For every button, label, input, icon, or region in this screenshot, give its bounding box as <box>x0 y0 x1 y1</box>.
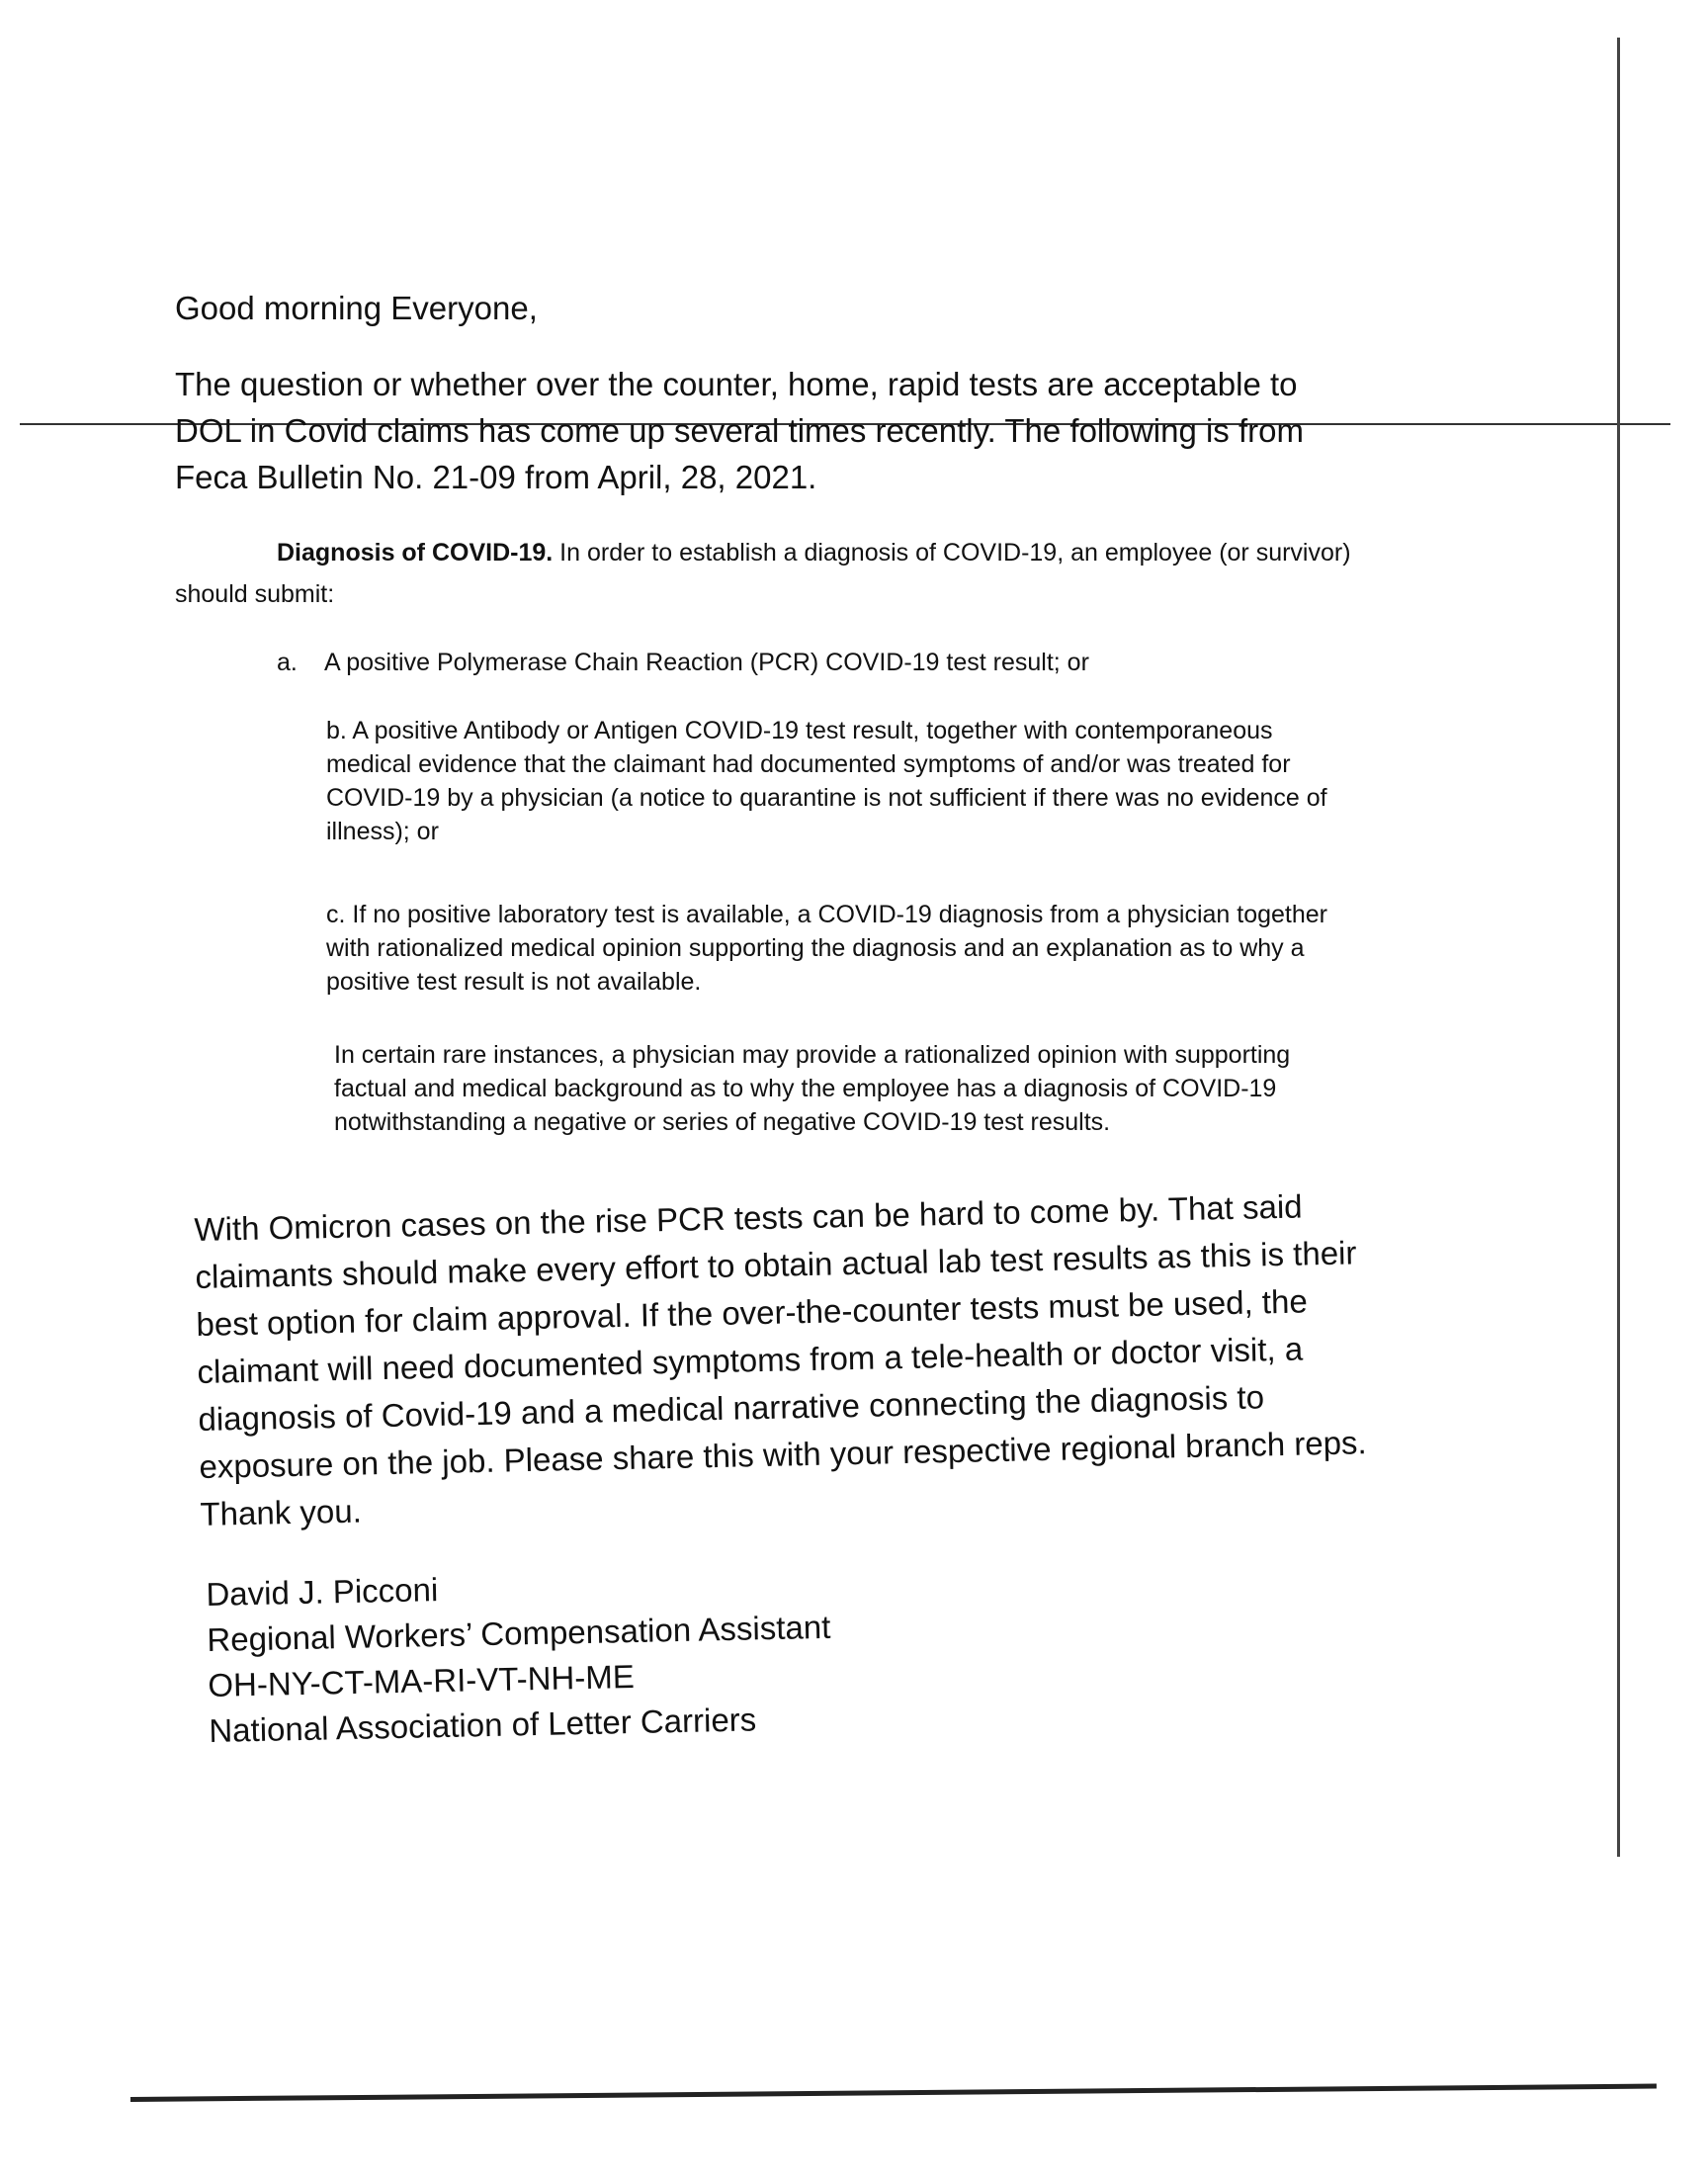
signature-region: OH-NY-CT-MA-RI-VT-NH-ME <box>208 1657 636 1703</box>
item-b-line: illness); or <box>326 818 439 845</box>
rare-instances-line: In certain rare instances, a physician may provide a rationalized opinion with supporting <box>334 1041 1291 1069</box>
diagnosis-heading: Diagnosis of COVID-19. <box>277 539 554 567</box>
closing-line: diagnosis of Covid-19 and a medical narrative connecting the diagnosis to <box>198 1378 1265 1438</box>
item-a-text: A positive Polymerase Chain Reaction (PCR) COVID-19 test result; or <box>324 649 1089 676</box>
scan-artifact-bottom-line <box>130 2084 1657 2102</box>
diagnosis-intro-continued: should submit: <box>175 580 335 608</box>
signature-block <box>206 1559 833 1754</box>
item-c-line: with rationalized medical opinion supporting the diagnosis and an explanation as to why a <box>326 934 1305 962</box>
intro-paragraph <box>175 361 1304 500</box>
closing-line: With Omicron cases on the rise PCR tests can be hard to come by. That said <box>194 1187 1303 1248</box>
diagnosis-intro <box>277 536 1351 569</box>
rare-instances-line: factual and medical background as to why the employee has a diagnosis of COVID-19 <box>334 1075 1277 1102</box>
intro-line: DOL in Covid claims has come up several times recently. The following is from <box>175 412 1304 449</box>
item-c-line: c. If no positive laboratory test is available, a COVID-19 diagnosis from a physician together <box>326 901 1328 928</box>
diagnosis-rare-instances <box>334 1038 1290 1139</box>
signature-name: David J. Picconi <box>206 1571 439 1613</box>
closing-line: exposure on the job. Please share this with your respective regional branch reps. <box>199 1424 1367 1485</box>
scan-artifact-vertical-line <box>1617 38 1620 1857</box>
signature-organization: National Association of Letter Carriers <box>208 1701 757 1749</box>
diagnosis-item-c <box>326 898 1327 999</box>
item-c-line: positive test result is not available. <box>326 968 702 996</box>
closing-line: claimant will need documented symptoms from a tele-health or doctor visit, a <box>197 1330 1304 1390</box>
intro-line: The question or whether over the counter, home, rapid tests are acceptable to <box>175 366 1298 402</box>
diagnosis-intro-text: In order to establish a diagnosis of COVID-19, an employee (or survivor) <box>553 539 1351 567</box>
greeting: Good morning Everyone, <box>175 290 538 326</box>
rare-instances-line: notwithstanding a negative or series of negative COVID-19 test results. <box>334 1108 1111 1136</box>
item-b-line: medical evidence that the claimant had documented symptoms of and/or was treated for <box>326 750 1291 778</box>
signature-title: Regional Workers’ Compensation Assistant <box>207 1608 831 1658</box>
intro-line: Feca Bulletin No. 21-09 from April, 28, 2021. <box>175 459 817 495</box>
item-b-line: COVID-19 by a physician (a notice to quarantine is not sufficient if there was no evidence of <box>326 784 1327 812</box>
diagnosis-item-b <box>326 714 1327 848</box>
closing-paragraph <box>194 1181 1368 1538</box>
closing-line: claimants should make every effort to obtain actual lab test results as this is their <box>195 1234 1357 1295</box>
item-b-line: b. A positive Antibody or Antigen COVID-19 test result, together with contemporaneous <box>326 717 1273 744</box>
closing-thank-you: Thank you. <box>200 1492 363 1532</box>
diagnosis-item-a <box>277 646 1089 679</box>
item-a-marker: a. <box>277 649 298 676</box>
closing-line: best option for claim approval. If the over-the-counter tests must be used, the <box>196 1282 1309 1343</box>
